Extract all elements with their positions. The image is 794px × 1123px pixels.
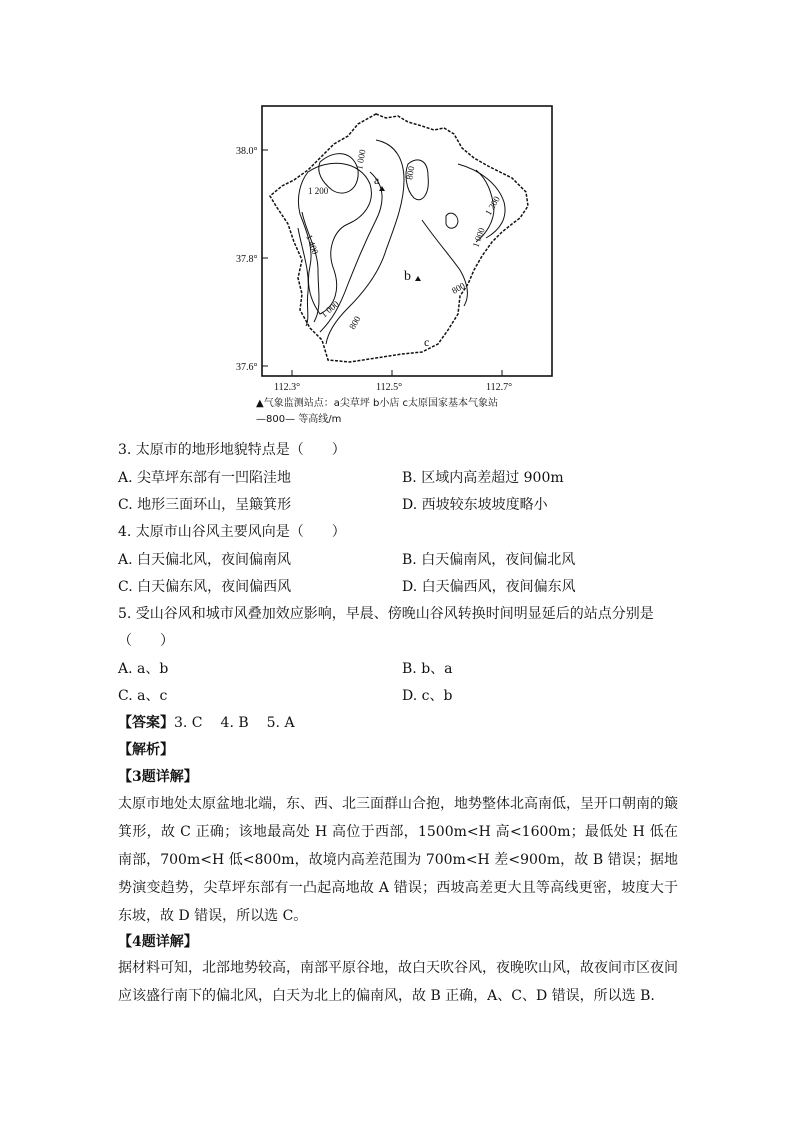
contour-label: 1 200 [308,186,329,196]
lon-label: 112.3° [274,382,301,393]
answer-item: 3. C [174,715,203,731]
answer-item: 4. B [220,715,249,731]
question-4-option-c: C. 白天偏东风，夜间偏西风 [118,579,292,595]
answer-item: 5. A [266,715,295,731]
question-5-option-d: D. c、b [402,688,453,704]
detail-4-label: 【4题详解】 [118,934,198,950]
station-label-b: b [404,269,411,284]
question-5-stem-cont: （ ） [118,633,174,649]
station-b-triangle [415,276,421,281]
lon-label: 112.7° [486,382,513,393]
contour-map [236,100,558,430]
contour-map-figure [236,100,558,430]
question-4-option-d: D. 白天偏西风，夜间偏东风 [402,579,576,595]
lon-label: 112.5° [376,382,403,393]
lat-label: 37.6° [236,362,258,373]
question-4-stem: 4. 太原市山谷风主要风向是（ ） [118,524,346,540]
answer-label: 【答案】 [118,715,174,731]
map-legend-stations: ▲气象监测站点：a尖草坪 b小店 c太原国家基本气象站 [256,398,499,409]
question-3-stem: 3. 太原市的地形地貌特点是（ ） [118,442,346,458]
detail-4-text: 据材料可知，北部地势较高，南部平原谷地，故白天吹谷风，夜晚吹山风，故夜间市区夜间应该盛行南下的偏北风，白天为北上的偏南风，故 B 正确，A、C、D 错误，所以选 B. [118,960,678,1004]
contour-label: 1 000 [470,226,487,249]
question-3-option-b: B. 区域内高差超过 900m [402,470,564,486]
lat-label: 38.0° [236,146,258,157]
answer-line [118,713,313,733]
station-label-c: c [424,335,430,349]
question-5-stem: 5. 受山谷风和城市风叠加效应影响，早晨、傍晚山谷风转换时间明显延后的站点分别是 [118,606,654,622]
question-4-option-b: B. 白天偏南风，夜间偏北风 [402,552,576,568]
station-label-a: a [374,173,380,187]
contour-label: 800 [404,165,417,181]
lat-label: 37.8° [236,254,258,265]
question-3-option-d: D. 西坡较东坡坡度略小 [402,497,548,513]
map-frame [262,106,552,376]
analysis-label: 【解析】 [118,742,174,758]
contour-label: 800 [450,280,467,296]
question-5-option-a: A. a、b [118,661,169,677]
question-4-option-a: A. 白天偏北风，夜间偏南风 [118,552,292,568]
question-5-option-c: C. a、c [118,688,168,704]
contour-label: 1 200 [483,194,502,217]
question-3-option-a: A. 尖草坪东部有一凹陷洼地 [118,470,292,486]
detail-3-label: 【3题详解】 [118,769,198,785]
contour-label: 1 000 [354,148,368,171]
detail-3-text: 太原市地处太原盆地北端，东、西、北三面群山合抱，地势整体北高南低，呈开口朝南的簸箕形，故 C 正确；该地最高处 H 高位于西部，1500m<H 高<1600m；最低处 H 低在南部，700m<H 低<800m，故境内高差范围为 700m<H 差<900m，故 B 错误；据地势演变趋势，尖草坪东部有一凸起高地故 A 错误；西坡高差更大且等高线更密，坡度大于东坡，故 D 错误，所以选 C。 [118,796,678,924]
question-3-option-c: C. 地形三面环山，呈簸箕形 [118,497,292,513]
contour-label: 1 000 [318,298,341,320]
contour-label: 1 400 [304,233,321,256]
contour-label: 800 [347,314,363,331]
question-5-option-b: B. b、a [402,661,453,677]
map-legend-contour: —800— 等高线/m [256,414,342,425]
